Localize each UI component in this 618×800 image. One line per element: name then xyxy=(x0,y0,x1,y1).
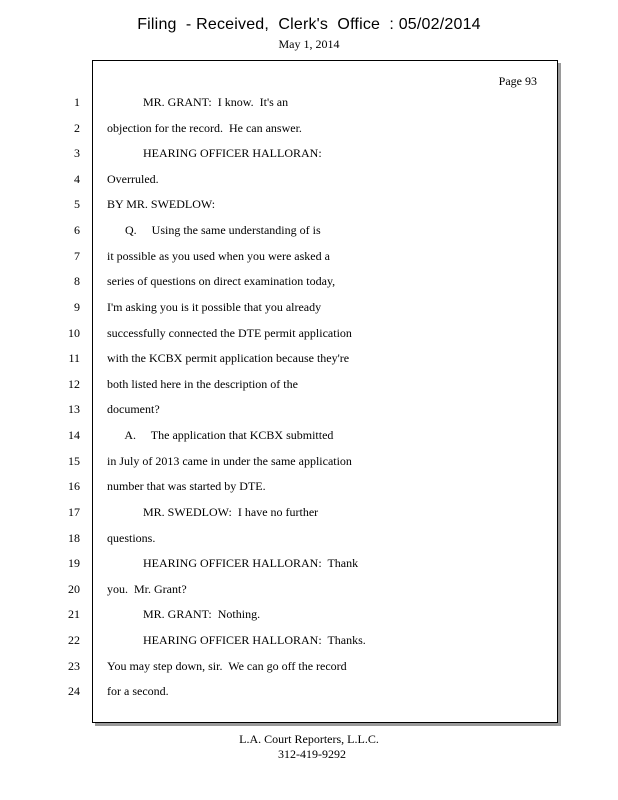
line-text: HEARING OFFICER HALLORAN: xyxy=(107,146,322,160)
line-text: with the KCBX permit application because they're xyxy=(107,351,350,365)
filing-stamp: Filing - Received, Clerk's Office : 05/02/2014 xyxy=(137,16,481,33)
line-text: for a second. xyxy=(107,684,169,698)
line-number: 15 xyxy=(68,454,80,468)
court-reporter-name: L.A. Court Reporters, L.L.C. xyxy=(239,732,379,746)
line-text: MR. GRANT: I know. It's an xyxy=(107,95,289,109)
line-text: A. The application that KCBX submitted xyxy=(107,428,334,442)
court-reporter-phone: 312-419-9292 xyxy=(278,747,346,761)
line-number: 8 xyxy=(74,274,80,288)
line-text: HEARING OFFICER HALLORAN: Thanks. xyxy=(107,633,366,647)
line-number: 11 xyxy=(68,351,80,365)
line-number: 19 xyxy=(68,556,80,570)
line-text: I'm asking you is it possible that you already xyxy=(107,300,322,314)
line-text: number that was started by DTE. xyxy=(107,479,266,493)
line-number: 18 xyxy=(68,531,80,545)
line-text: series of questions on direct examination today, xyxy=(107,274,336,288)
line-text: objection for the record. He can answer. xyxy=(107,121,302,135)
line-number: 2 xyxy=(74,121,80,135)
transcript-date: May 1, 2014 xyxy=(278,37,340,51)
line-number: 4 xyxy=(74,172,80,186)
line-text: Q. Using the same understanding of is xyxy=(107,223,321,237)
line-number: 3 xyxy=(74,146,80,160)
line-text: successfully connected the DTE permit application xyxy=(107,326,352,340)
line-text: in July of 2013 came in under the same application xyxy=(107,454,352,468)
line-text: You may step down, sir. We can go off the record xyxy=(107,659,347,673)
line-text: both listed here in the description of the xyxy=(107,377,298,391)
line-number: 23 xyxy=(68,659,80,673)
line-number: 6 xyxy=(74,223,80,237)
line-number: 5 xyxy=(74,197,80,211)
line-number: 20 xyxy=(68,582,80,596)
line-number: 1 xyxy=(74,95,80,109)
line-text: BY MR. SWEDLOW: xyxy=(107,197,216,211)
line-number: 22 xyxy=(68,633,80,647)
line-text: questions. xyxy=(107,531,156,545)
line-number: 9 xyxy=(74,300,80,314)
line-number: 16 xyxy=(68,479,80,493)
line-text: HEARING OFFICER HALLORAN: Thank xyxy=(107,556,359,570)
line-text: MR. GRANT: Nothing. xyxy=(107,607,261,621)
line-number: 24 xyxy=(68,684,80,698)
line-text: you. Mr. Grant? xyxy=(107,582,187,596)
line-number: 7 xyxy=(74,249,80,263)
line-text: MR. SWEDLOW: I have no further xyxy=(107,505,319,519)
line-number: 21 xyxy=(68,607,80,621)
line-number: 14 xyxy=(68,428,80,442)
line-number: 13 xyxy=(68,402,80,416)
line-number: 12 xyxy=(68,377,80,391)
line-text: it possible as you used when you were asked a xyxy=(107,249,330,263)
line-number: 17 xyxy=(68,505,80,519)
line-text: document? xyxy=(107,402,160,416)
line-number: 10 xyxy=(68,326,80,340)
line-text: Overruled. xyxy=(107,172,159,186)
page-number: Page 93 xyxy=(498,74,537,88)
